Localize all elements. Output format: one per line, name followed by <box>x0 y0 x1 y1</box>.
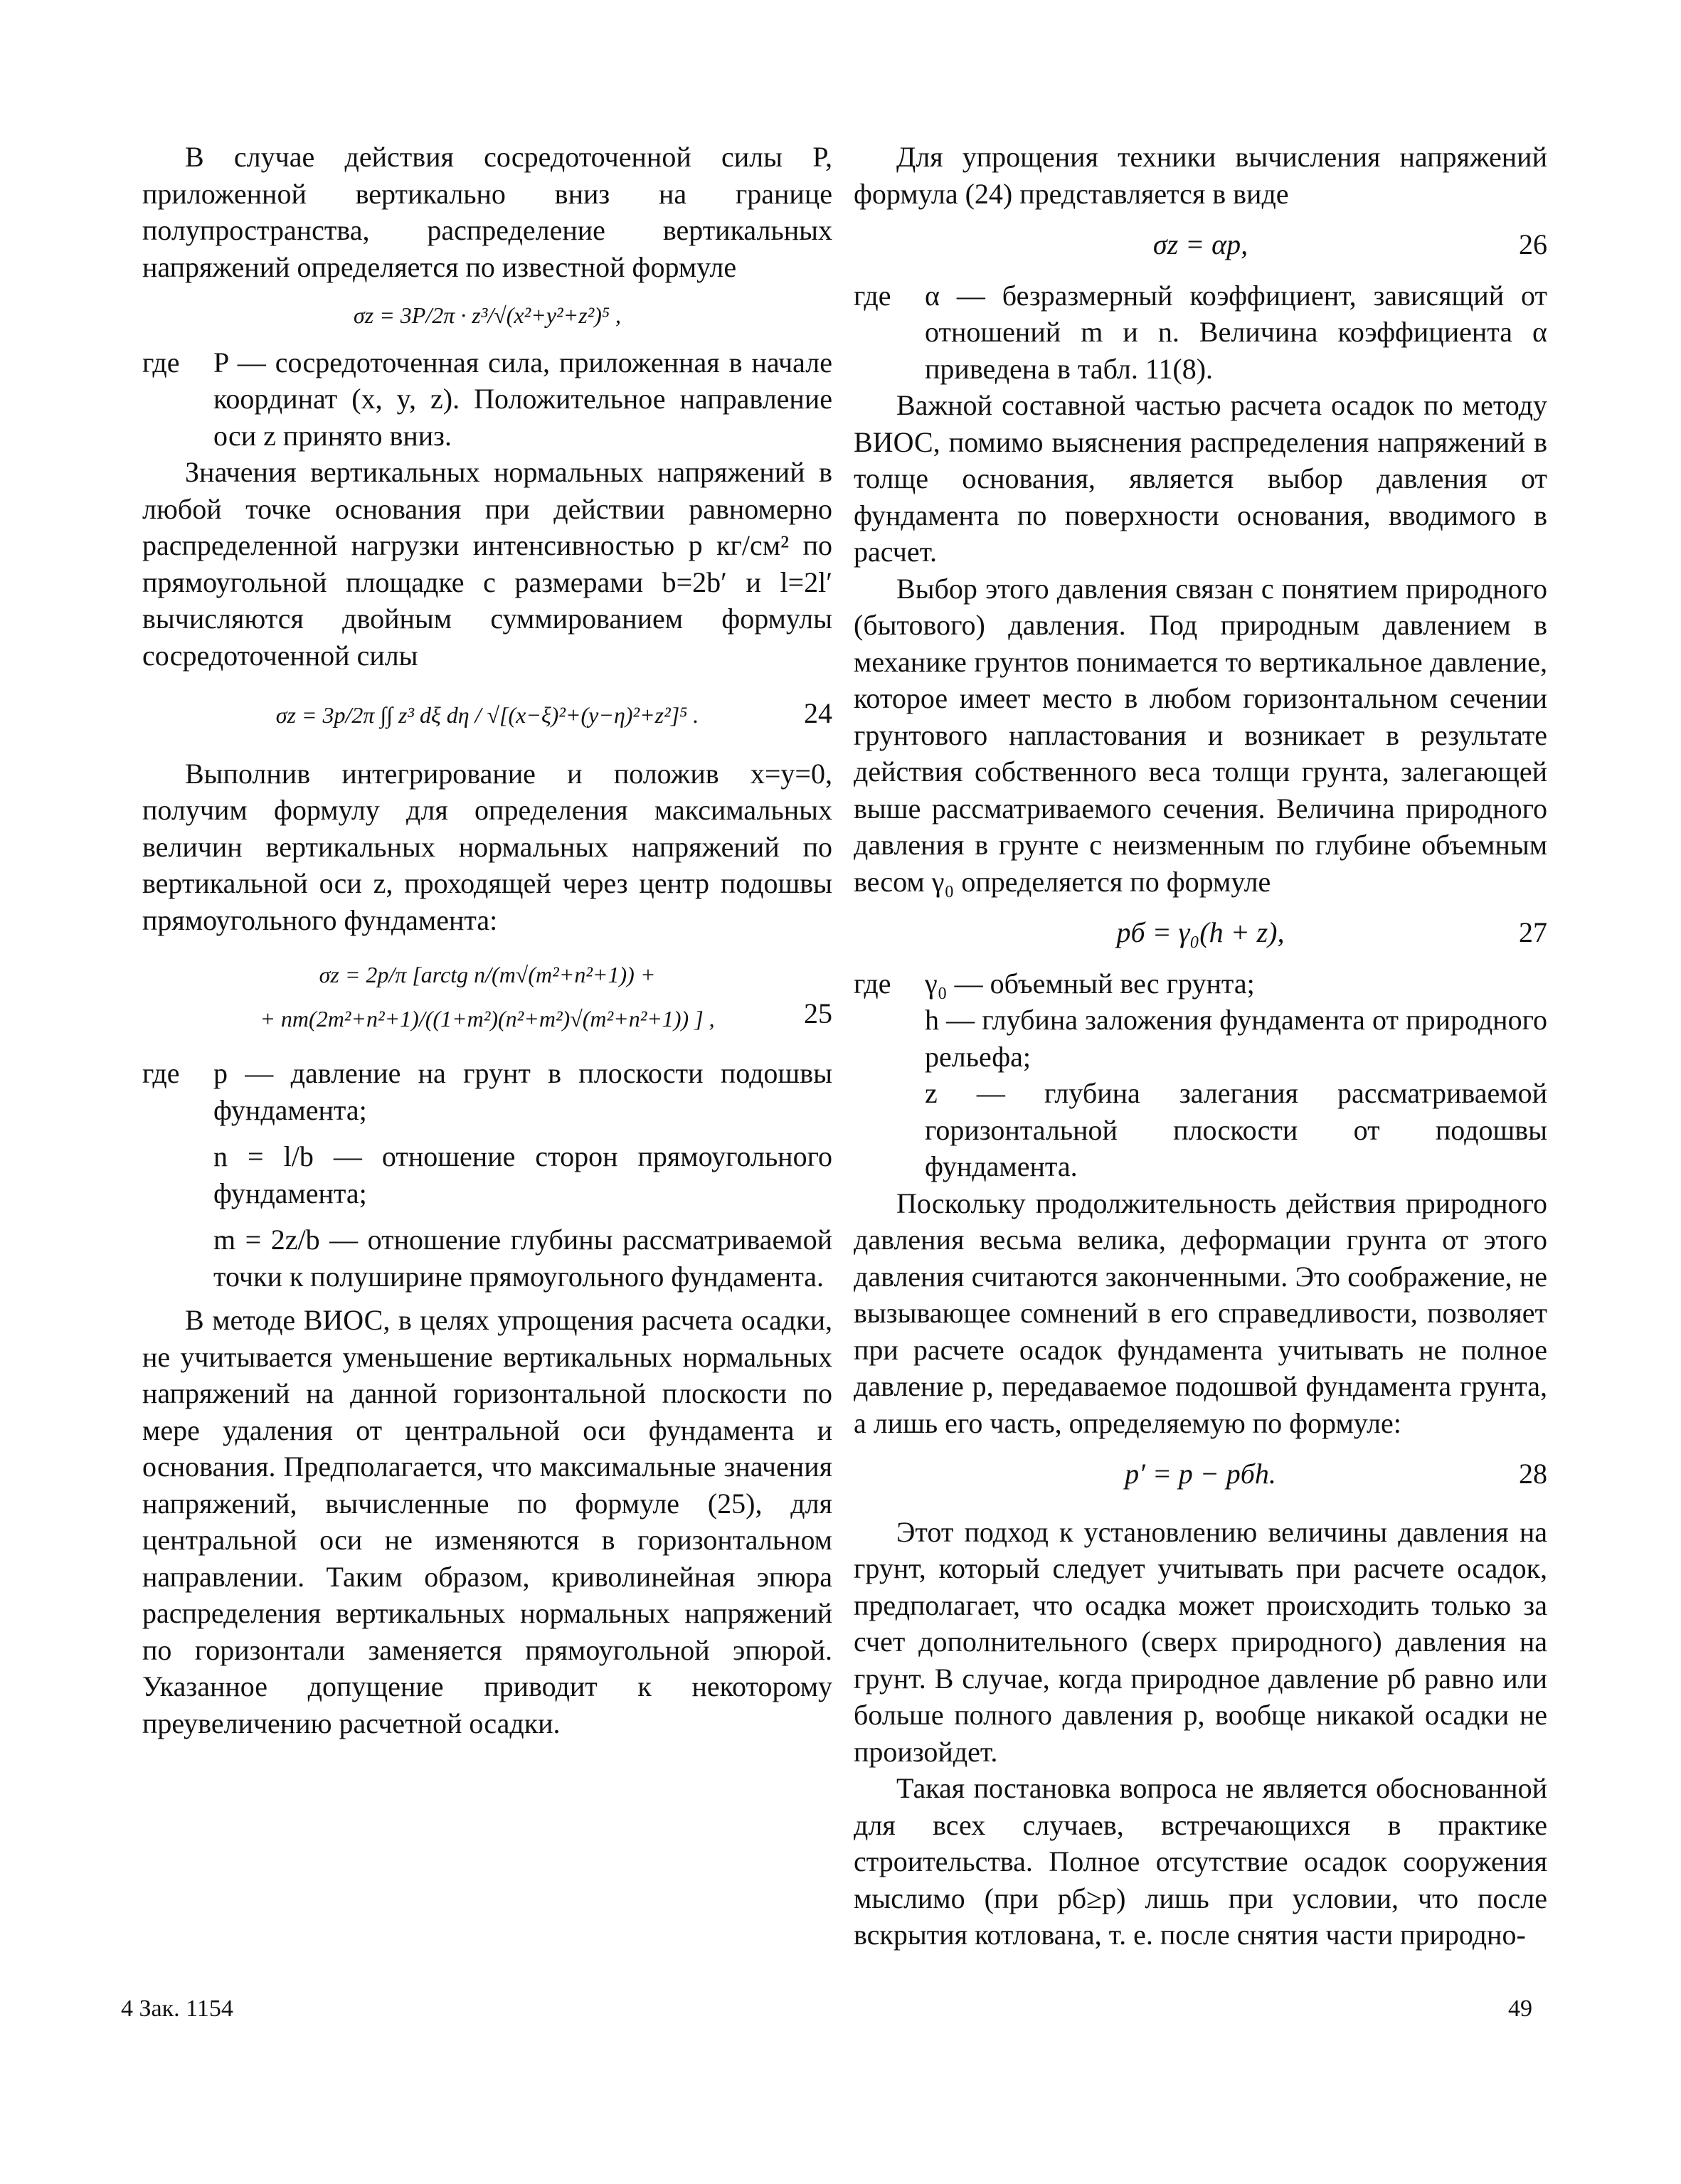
paragraph: Выбор этого давления связан с понятием природного (бытового) давления. Под природным давлением в механике грунтов понимается то вертикальное давление, которое имеет место в любом горизонтальном сечении грунтового напластования и возникает в результате действия собственного веса толщи грунта, залегающей выше рассматриваемого сечения. Величина природного давления в грунте с неизменным по глубине объемным весом γ₀ определяется по формуле <box>854 572 1547 898</box>
paragraph: В методе ВИОС, в целях упрощения расчета осадки, не учитывается уменьшение вертикальных нормальных напряжений на данной горизонтальной плоскости по мере удаления от центральной оси фундамента и основания. Предполагается, что максимальные значения напряжений, вычисленные по формуле (25), для центральной оси не изменяются в горизонтальном направлении. Таким образом, криволинейная эпюра распределения вертикальных нормальных напряжений по горизонтали заменяется прямоугольной эпюрой. Указанное допущение приводит к некоторому преувеличению расчетной осадки. <box>142 1304 832 1739</box>
where-label: где <box>854 967 891 1000</box>
print-order-mark: 4 Зак. 1154 <box>121 1995 233 2022</box>
formula-sigma-point <box>142 295 832 334</box>
definition-text: α — безразмерный коэффициент, зависящий от отношений m и n. Величина коэффициента α приведена в табл. 11(8). <box>925 279 1547 385</box>
definition-p: p — давление на грунт в плоскости подошвы фундамента; <box>213 1057 832 1126</box>
definition-h: h — глубина заложения фундамента от природного рельефа; <box>925 1004 1547 1073</box>
formula-26 <box>854 226 1547 263</box>
paragraph: В случае действия сосредоточенной силы P, приложенной вертикально вниз на границе полупространства, распределение вертикальных напряжений определяется по известной формуле <box>142 141 832 283</box>
formula-text: p′ = p − pбh. <box>1125 1458 1276 1490</box>
paragraph: Для упрощения техники вычисления напряжений формула (24) представляется в виде <box>854 141 1547 210</box>
paragraph: Важной составной частью расчета осадок по методу ВИОС, помимо выяснения распределения напряжений в толще основания, является выбор давления от фундамента по поверхности основания, вводимого в расчет. <box>854 389 1547 568</box>
right-column <box>854 139 1547 1954</box>
definition-block <box>854 965 1547 1185</box>
definition-block <box>854 277 1547 388</box>
where-label: где <box>142 346 180 378</box>
equation-number: 27 <box>1519 916 1547 948</box>
paragraph: Выполнив интегрирование и положив x=y=0, получим формулу для определения максимальных величин вертикальных нормальных напряжений по вертикальной оси z, проходящей через центр подошвы прямоугольного фундамента: <box>142 757 832 936</box>
definition-m: m = 2z/b — отношение глубины рассматриваемой точки к полуширине прямоугольного фундамента. <box>213 1224 832 1293</box>
equation-number: 24 <box>804 697 832 729</box>
definition-list <box>213 1055 832 1295</box>
paragraph: Поскольку продолжительность действия природного давления весьма велика, деформации грунта от этого давления считаются законченными. Это соображение, не вызывающее сомнений в его справедливости, позволяет при расчете осадок фундамента учитывать не полное давление p, передаваемое подошвой фундамента грунта, а лишь его часть, определяемую по формуле: <box>854 1187 1547 1439</box>
definition-z: z — глубина залегания рассматриваемой горизонтальной плоскости от подошвы фундамента. <box>925 1077 1547 1182</box>
definition-list <box>925 965 1547 1185</box>
definition-block <box>142 344 832 455</box>
definition-n: n = l/b — отношение сторон прямоугольного фундамента; <box>213 1140 832 1209</box>
formula-text: σz = αp, <box>1152 228 1248 260</box>
formula-text: pб = γ₀(h + z), <box>1116 916 1285 948</box>
formula-line: + nm(2m²+n²+1)/((1+m²)(n²+m²)√(m²+n²+1)) ] , <box>260 1006 715 1032</box>
formula-24 <box>142 695 832 734</box>
equation-number: 26 <box>1519 228 1547 260</box>
page-number: 49 <box>1508 1995 1532 2022</box>
definition-block <box>142 1055 832 1295</box>
paragraph: Этот подход к установлению величины давления на грунт, который следует учитывать при расчете осадок, предполагает, что осадка может происходить только за счет дополнительного (сверх природного) давления на грунт. В случае, когда природное давление pб равно или больше полного давления p, вообще никакой осадки не произойдет. <box>854 1515 1547 1768</box>
paragraph: Такая постановка вопроса не является обоснованной для всех случаев, встречающихся в практике строительства. Полное отсутствие осадок сооружения мыслимо (при pб≥p) лишь при условии, что после вскрытия котлована, т. е. после снятия части природно- <box>854 1772 1547 1951</box>
formula-27 <box>854 914 1547 951</box>
equation-number: 28 <box>1519 1458 1547 1490</box>
equation-number: 25 <box>804 997 832 1029</box>
where-label: где <box>142 1057 180 1089</box>
formula-25 <box>142 953 832 1041</box>
formula-text: σz = 3p/2π ∫∫ z³ dξ dη / √[(x−ξ)²+(y−η)²+z²]⁵ . <box>275 702 699 728</box>
formula-28 <box>854 1456 1547 1493</box>
definition-text: P — сосредоточенная сила, приложенная в начале координат (x, y, z). Положительное направление оси z принято вниз. <box>213 346 832 452</box>
where-label: где <box>854 279 891 312</box>
formula-text: σz = 3P/2π · z³/√(x²+y²+z²)⁵ , <box>353 302 622 328</box>
formula-line: σz = 2p/π [arctg n/(m√(m²+n²+1)) + <box>319 962 656 987</box>
paragraph: Значения вертикальных нормальных напряжений в любой точке основания при действии равномерно распределенной нагрузки интенсивностью p кг/см² по прямоугольной площадке с размерами b=2b′ и l=2l′ вычисляются двойным суммированием формулы сосредоточенной силы <box>142 456 832 672</box>
definition-gamma: γ₀ — объемный вес грунта; <box>925 967 1255 1000</box>
left-column <box>142 139 832 1742</box>
